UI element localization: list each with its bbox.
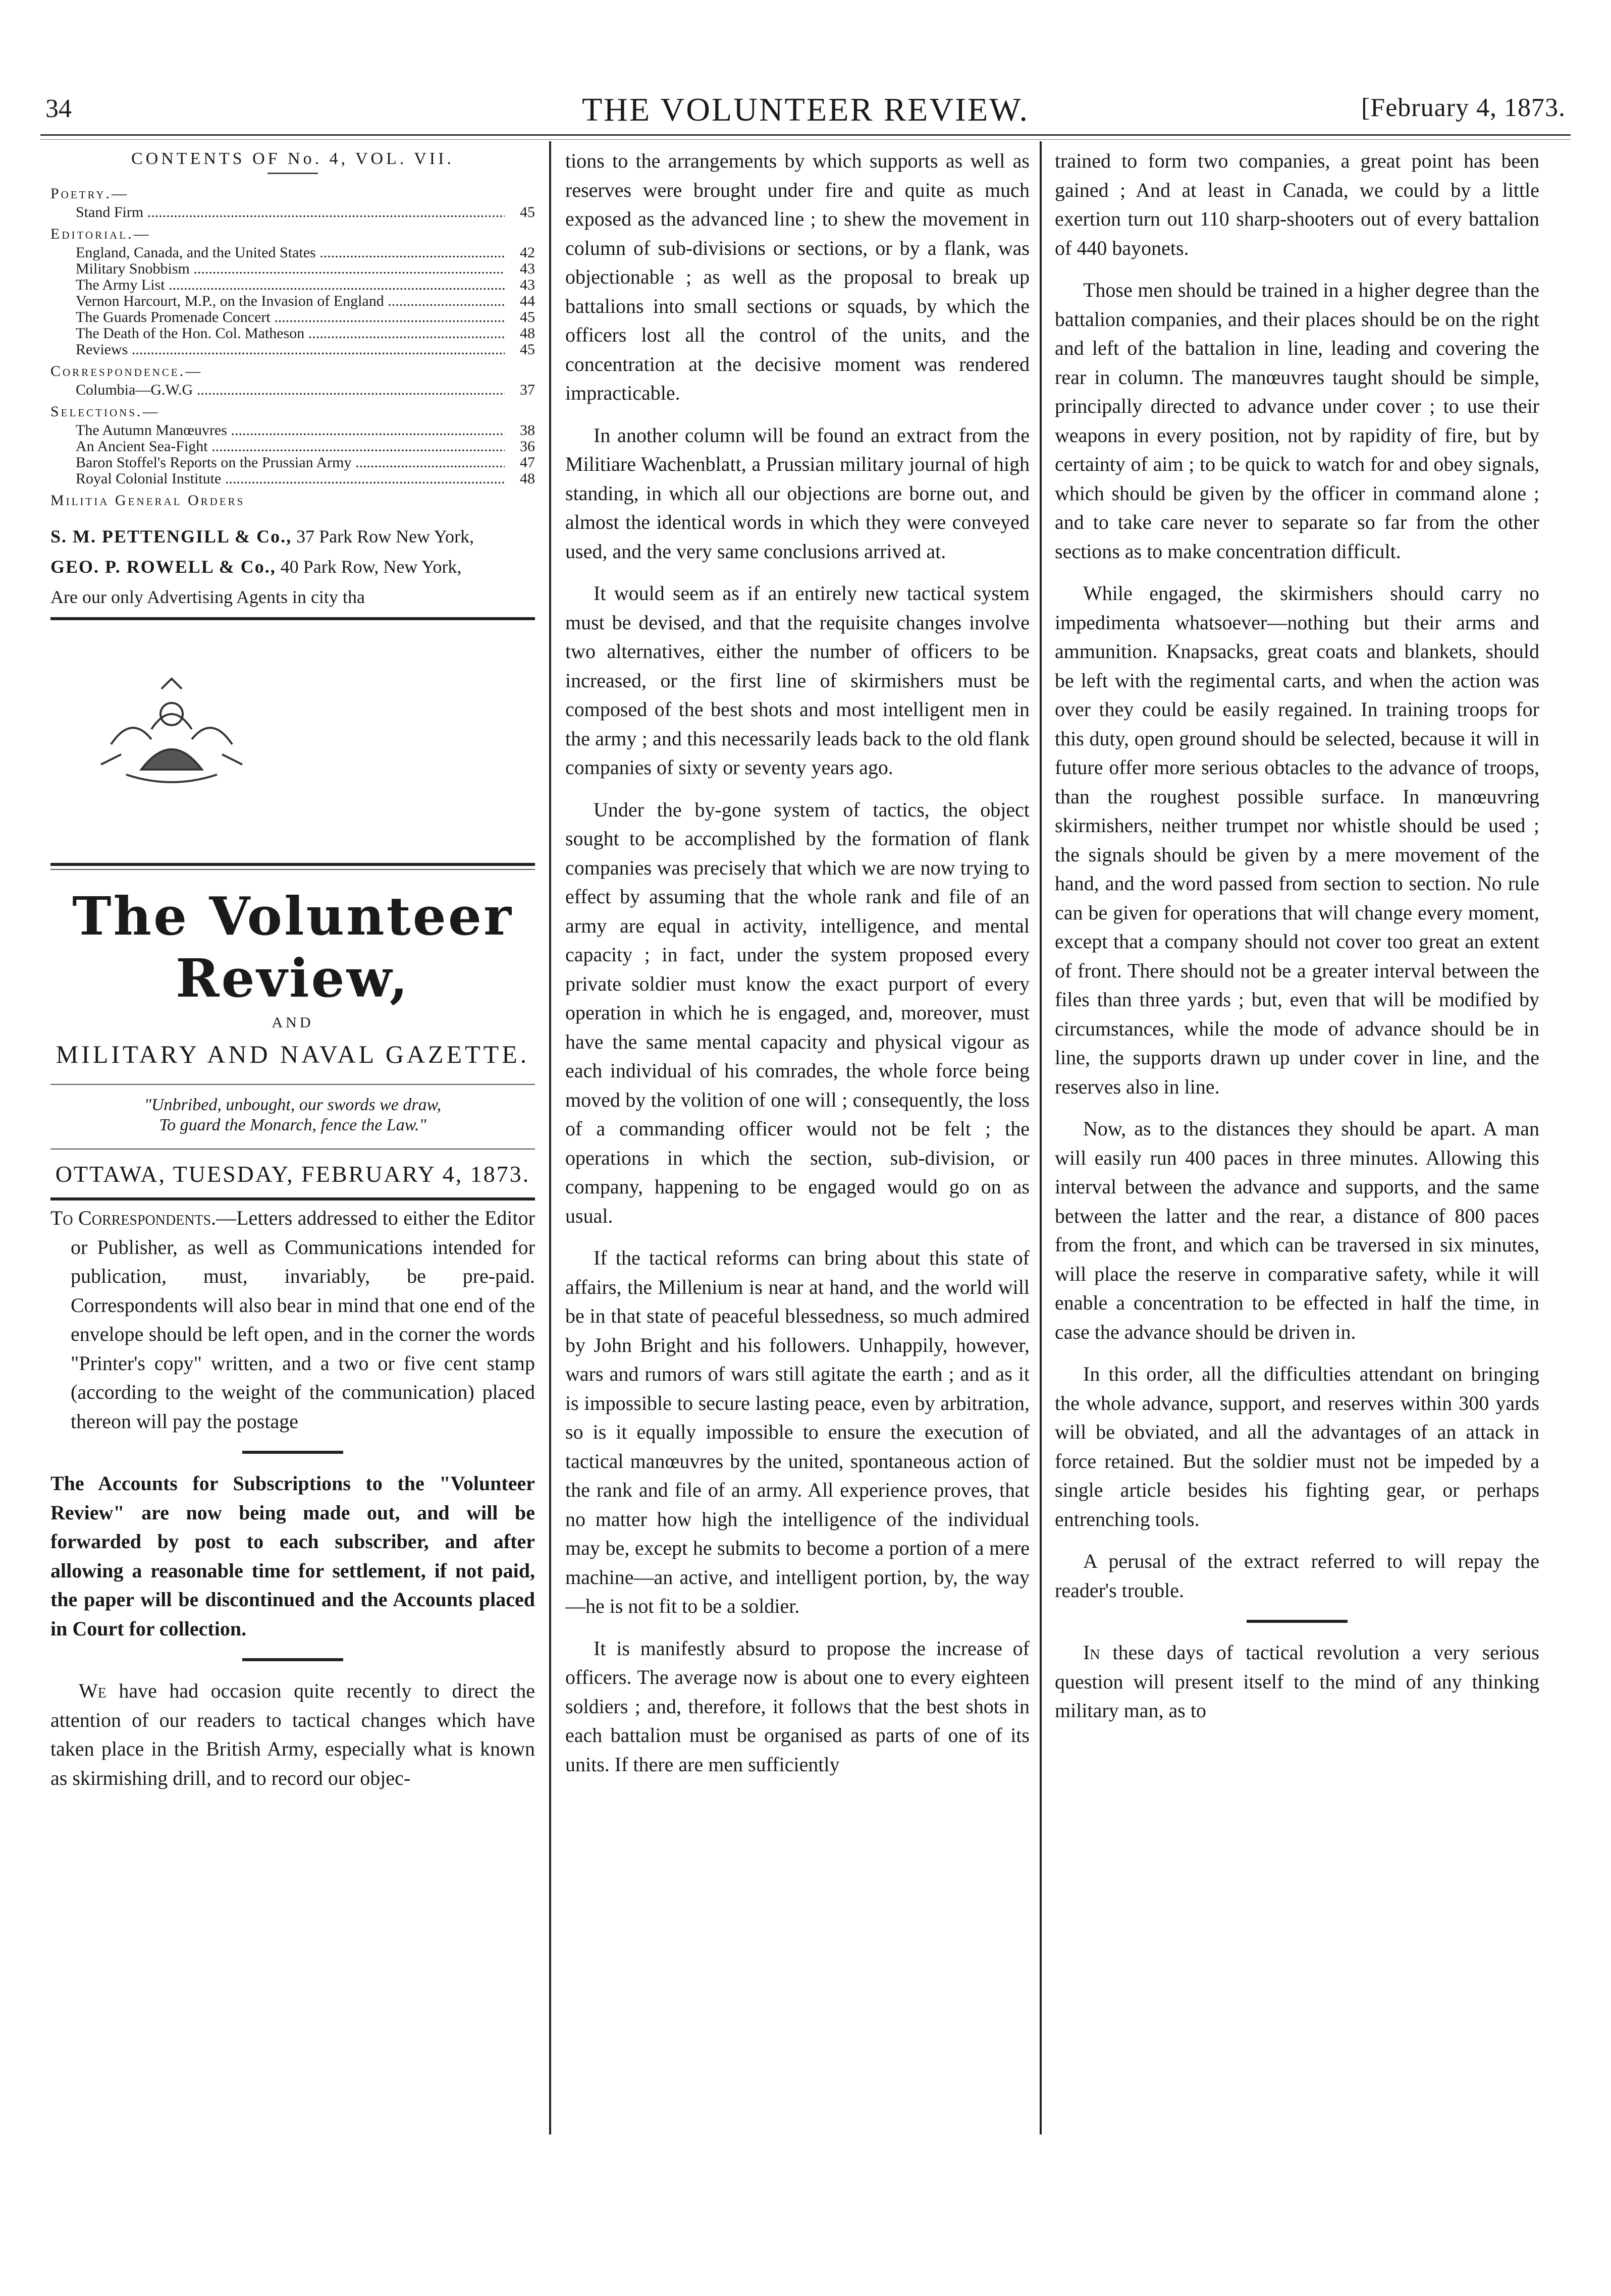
contents-page: 44 [520,293,535,309]
contents-item-title: Stand Firm ..... [76,204,505,221]
short-rule [1247,1620,1348,1623]
drop-lead: In [1083,1641,1100,1664]
agent-address: 40 Park Row, New York, [276,557,462,577]
contents-item [76,309,535,325]
agent-entry [50,557,535,577]
contents-item [76,342,535,358]
contents-page: 45 [520,204,535,221]
contents-section-heading: Poetry.— [50,185,129,202]
editorial-paragraph: It would seem as if an entirely new tactical system must be devised, and that the requisite changes involve two alternatives, either the number of officers to be increased, or the first line of skirmishers must be composed of the best shots and most intelligent men in the army ; and this necessarily leads back to the old flank companies of sixty or seventy years ago. [565,582,1030,779]
contents-page: 37 [520,381,535,398]
agent-address: 37 Park Row New York, [292,526,474,546]
short-rule [242,1451,343,1454]
contents-item-title: The Autumn Manœuvres ..... [76,422,505,439]
contents-item-title: Royal Colonial Institute ..... [76,471,505,487]
contents-item [76,471,535,487]
column-3 [1055,146,1539,2145]
contents-section-heading: Editorial.— [50,226,151,242]
contents-item-title: Military Snobbism ..... [76,261,505,277]
editorial-paragraph: While engaged, the skirmishers should carry no impedimenta whatsoever—nothing but their arms and ammunition. Knapsacks, great coats and blankets, should be left with the regimental carts, and when the action was over they could be easily regained. In training troops for this duty, open ground should be selected, because it will in future offer more serious obtacles to the advance of troops, than the roughest possible surface. In manœuvring skirmishers, neither trumpet nor whistle should be used ; the signals should be given by a mere movement of the hand, and the word passed from section to section. No rule can be given for operations that will change every moment, except that a company should not cover too great an extent of front. There should not be a greater interval between the files than three yards ; but, even that will be modified by circumstances, while the mode of advance should be in line, the supports drawn up under cover in line, and the reserves also in line. [1055,582,1539,1098]
short-rule [242,1658,343,1661]
editorial-paragraph: Those men should be trained in a higher degree than the battalion companies, and their places should be on the right and left of the battalion in line, leading and covering the rear in column. The manœuvres taught should be simple, principally directed to advance under cover ; to use their weapons in every position, not by rapidity of fire, but by certainty of aim ; to be quick to watch for and obey signals, which should be given by the officer in command alone ; and to take care never to separate so far from the other sections as to make concentration difficult. [1055,279,1539,563]
editorial-paragraph: In this order, all the difficulties attendant on bringing the whole advance, support, and reserves within 300 yards will be obviated, and all the advantages of an attack in force retained. But the soldier must not be impeded by a single article besides his fighting gear, or perhaps entrenching tools. [1055,1362,1539,1530]
masthead-subtitle: MILITARY AND NAVAL GAZETTE. [56,1040,530,1068]
editorial-paragraph: In another column will be found an extract from the Militiare Wachenblatt, a Prussian military journal of high standing, in which all our objections are borne out, and almost the identical words in which they were conveyed used, and the very same conclusions arrived at. [565,423,1030,563]
motto-rule [50,1084,535,1085]
contents-page: 36 [520,438,535,455]
drop-lead: We [79,1679,106,1702]
advertising-agents [50,526,535,607]
page-number: 34 [45,94,72,123]
contents-page: 45 [520,341,535,358]
contents-item [76,293,535,309]
column-divider [549,141,551,2135]
contents-item-title: An Ancient Sea-Fight ..... [76,439,505,455]
editorial-paragraph [50,1676,535,1792]
contents-section-heading: Selections.— [50,403,160,420]
motto [50,1095,535,1135]
paragraph-text: these days of tactical revolution a very serious question will present itself to the mind of any thinking military man, as to [1055,1641,1539,1722]
contents-title: CONTENTS OF No. 4, VOL. VII. [131,149,454,168]
header-rule [40,134,1571,136]
contents-item-title: Vernon Harcourt, M.P., on the Invasion of England ..... [76,293,505,309]
dateline-rule-bottom [50,1197,535,1200]
column-divider [1040,141,1042,2135]
page-header [40,91,1571,136]
running-title: THE VOLUNTEER REVIEW. [581,91,1030,128]
contents-page: 47 [520,454,535,471]
contents-item [76,261,535,277]
contents-item [76,382,535,398]
masthead-title: The Volunteer Review, [72,885,513,1009]
agent-name: S. M. PETTENGILL & Co., [50,526,292,546]
contents-item [76,325,535,342]
editorial-paragraph: Now, as to the distances they should be apart. A man will easily run 400 paces in three minutes. Allowing this interval between the advance and supports, and the same between the latter and the rear, a distance of 800 paces from the front, and which can be traversed in six minutes, will place the reserve in comparative safety, while it will enable a concentration to be effected in half the time, in case the advance should be driven in. [1055,1117,1539,1343]
column-3-paragraphs [1055,146,1539,1605]
header-rule-thin [40,139,1571,140]
contents-item-title: The Army List ..... [76,277,505,293]
editorial-paragraph: tions to the arrangements by which supports as well as reserves were brought under fire and quite as much exposed as the advanced line ; to shew the movement in column of sub-divisions or sections, or by a flank, was objectionable ; as well as the proposal to break up battalions into small sections or squads, by which the officers lost all the control of the units, and the concentration at the decisive moment was rendered impracticable. [565,149,1030,404]
contents-item [76,204,535,221]
contents-item [76,422,535,439]
notice-lead: To Correspondents. [50,1207,217,1229]
contents-rule [267,173,318,174]
issue-date: [February 4, 1873. [1361,93,1566,122]
masthead-rule-thin [50,869,535,870]
contents-page: 45 [520,309,535,325]
contents-item-title: The Death of the Hon. Col. Matheson ..... [76,325,505,342]
editorial-paragraph: It is manifestly absurd to propose the increase of officers. The average now is about one to every eighteen soldiers ; and, therefore, it follows that the best shots in each battalion must be organised as parts of one of its units. If there are men sufficiently [565,1636,1030,1776]
agent-name: GEO. P. ROWELL & Co., [50,557,276,577]
contents-page: 42 [520,244,535,261]
column-2 [565,146,1030,2145]
contents-section-heading: Correspondence.— [50,363,203,379]
contents-page: 38 [520,422,535,439]
subscriptions-notice: The Accounts for Subscriptions to the "Volunteer Review" are now being made out, and will be forwarded by post to each subscriber, and after allowing a reasonable time for settlement, if not paid, the paper will be discontinued and the Accounts placed in Court for collection. [50,1472,535,1640]
editorial-paragraph: trained to form two companies, a great point has been gained ; And at least in Canada, we could by a little exertion turn out 110 sharp-shooters out of every battalion of 440 bayonets. [1055,149,1539,259]
editorial-paragraph: Under the by-gone system of tactics, the object sought to be accomplished by the formation of flank companies was precisely that which we are now trying to effect by assuming that the whole rank and file of an army are equal in activity, intelligence, and mental capacity ; in fact, under the system proposed every private soldier must know the exact purport of every operation in which he is engaged, and, moreover, must have the same mental capacity and physical vigour as each individual of his comrades, the whole force being moved by the volition of one will ; consequently, the loss of a commanding officer would not be felt ; the operations in which the section, sub-division, or company, happening to be engaged would go on as usual. [565,798,1030,1227]
notice-text: —Letters addressed to either the Editor or Publisher, as well as Communications intended for publication, must, invariably, be pre-paid. Correspondents will also bear in mind that one end of the envelope should be left open, and in the corner the words "Printer's copy" written, and a two or five cent stamp (according to the weight of the communication) placed thereon will pay the postage [71,1207,535,1433]
paragraph-text: have had occasion quite recently to direct the attention of our readers to tactical changes which have taken place in the British Army, especially what is known as skirmishing drill, and to record our objec- [50,1679,535,1789]
contents-item [76,439,535,455]
section-rule [50,617,535,620]
coat-of-arms-emblem [50,669,293,795]
contents-page: 48 [520,470,535,487]
correspondents-notice [50,1204,535,1436]
masthead-rule [50,863,535,866]
contents-section-heading: Militia General Orders [50,492,245,509]
contents-page: 43 [520,260,535,277]
column-1 [50,146,535,2145]
editorial-paragraph [1055,1638,1539,1725]
dateline: OTTAWA, TUESDAY, FEBRUARY 4, 1873. [55,1161,530,1187]
agent-note: Are our only Advertising Agents in city tha [50,587,365,607]
masthead-and: AND [272,1014,314,1031]
contents-item [76,455,535,471]
contents-item-title: Reviews ..... [76,342,505,358]
contents-item-title: England, Canada, and the United States ..... [76,245,505,261]
contents-list [50,185,535,509]
contents-item-title: Columbia—G.W.G ..... [76,382,505,398]
motto-line: "Unbribed, unbought, our swords we draw, [144,1096,442,1114]
editorial-paragraph: If the tactical reforms can bring about this state of affairs, the Millenium is near at hand, and the world will be in that state of peaceful blessedness, so much admired by John Bright and his followers. Unhappily, however, wars and rumors of wars still agitate the earth ; and as it is impossible to secure lasting peace, even by arbitration, so is it equally impossible to ensure the execution of tactical manœuvres by the united, spontaneous action of the rank and file of an army. All experience proves, that no matter how high the intelligence of the individual may be, except he submits to become a portion of a mere machine—an active, and intelligent portion, by, the way—he is not fit to be a soldier. [565,1246,1030,1617]
agent-entry [50,526,535,546]
contents-item [76,277,535,293]
contents-item-title: The Guards Promenade Concert ..... [76,309,505,325]
contents-page: 48 [520,325,535,342]
contents-item [76,245,535,261]
contents-page: 43 [520,277,535,293]
contents-item-title: Baron Stoffel's Reports on the Prussian Army ..... [76,455,505,471]
motto-line: To guard the Monarch, fence the Law." [159,1116,426,1134]
editorial-paragraph: A perusal of the extract referred to will repay the reader's trouble. [1055,1550,1539,1602]
dateline-rule [50,1149,535,1150]
